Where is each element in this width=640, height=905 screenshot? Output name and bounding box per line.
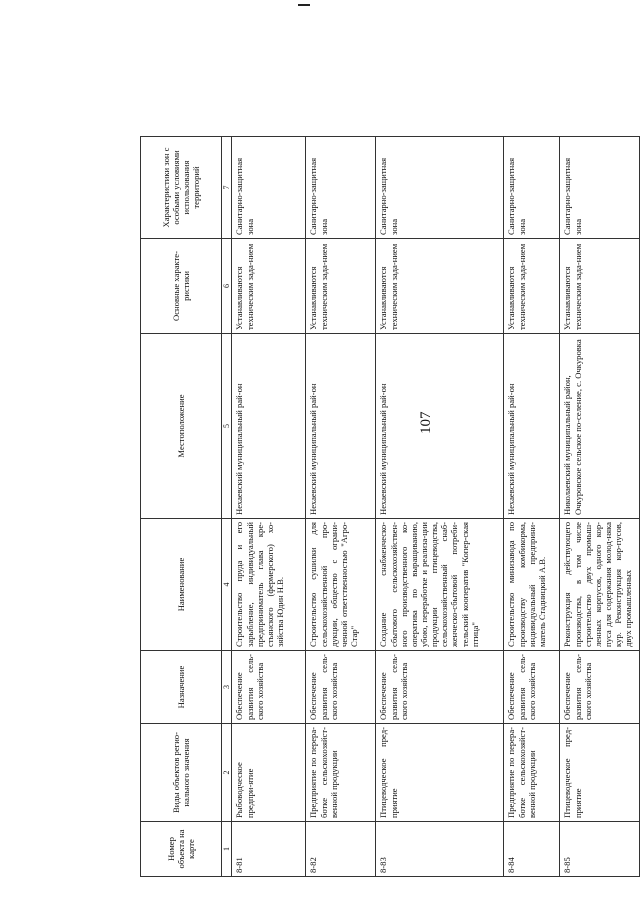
objects-table bbox=[140, 136, 640, 877]
object-zones: Санитарно-защитная зона bbox=[376, 137, 504, 239]
object-location: Нехаевский муниципальный рай-он bbox=[306, 334, 376, 519]
object-type: Предприятие по перера-ботке сельскохозяйст-венной продукции bbox=[504, 724, 560, 822]
object-zones: Санитарно-защитная зона bbox=[504, 137, 560, 239]
page-number: 107 bbox=[418, 411, 434, 434]
object-characteristics: Устанавливаются техническим зада-нием bbox=[504, 239, 560, 334]
object-number: 8-82 bbox=[306, 822, 376, 877]
object-characteristics: Устанавливаются техническим зада-нием bbox=[232, 239, 306, 334]
object-characteristics: Устанавливаются техническим зада-нием bbox=[306, 239, 376, 334]
object-purpose: Обеспечение развития сель-ского хозяйства bbox=[306, 651, 376, 724]
header-object-type: Виды объектов регио-нального значения bbox=[141, 724, 222, 822]
header-purpose: Назначение bbox=[141, 651, 222, 724]
header-row bbox=[141, 137, 222, 877]
object-type: Предприятие по перера-ботке сельскохозяйст-венной продукции bbox=[306, 724, 376, 822]
column-number-row bbox=[222, 137, 232, 877]
header-name: Наименование bbox=[141, 519, 222, 651]
object-name: Строительство сушилки для сельскохозяйственной про-дукции, общество с ограни-ченной ответственностью "Агро-Стар" bbox=[306, 519, 376, 651]
column-number: 4 bbox=[222, 519, 232, 651]
object-type: Рыбоводческое предпри-ятие bbox=[232, 724, 306, 822]
object-number: 8-85 bbox=[560, 822, 640, 877]
table-row bbox=[376, 137, 504, 877]
object-number: 8-84 bbox=[504, 822, 560, 877]
table-row bbox=[232, 137, 306, 877]
object-characteristics: Устанавливаются техническим зада-нием bbox=[560, 239, 640, 334]
object-number: 8-83 bbox=[376, 822, 504, 877]
table-row bbox=[504, 137, 560, 877]
header-zones: Характеристики зон с особыми условиями использования территорий bbox=[141, 137, 222, 239]
header-object-number: Номер объекта на карте bbox=[141, 822, 222, 877]
object-type: Птицеводческое пред-приятие bbox=[376, 724, 504, 822]
column-number: 2 bbox=[222, 724, 232, 822]
object-name: Реконструкция действующего производства, в том числе строительство двух промыш-ленных корпусов, одного кор-пуса для содержания молод-няка кур. Реконструкция кор-пусов, двух промышленных bbox=[560, 519, 640, 651]
column-number: 6 bbox=[222, 239, 232, 334]
object-zones: Санитарно-защитная зона bbox=[560, 137, 640, 239]
object-number: 8-81 bbox=[232, 822, 306, 877]
column-number: 1 bbox=[222, 822, 232, 877]
column-number: 5 bbox=[222, 334, 232, 519]
object-name: Строительство пруда и его зарыбление, индивидуальный предприниматель глава кре-стьянского (фермерского) хо-зяйства Юдин Н.В. bbox=[232, 519, 306, 651]
object-type: Птицеводческое пред-приятие bbox=[560, 724, 640, 822]
object-characteristics: Устанавливаются техническим зада-нием bbox=[376, 239, 504, 334]
table-row bbox=[306, 137, 376, 877]
column-number: 7 bbox=[222, 137, 232, 239]
object-purpose: Обеспечение развития сель-ского хозяйства bbox=[560, 651, 640, 724]
object-location: Нехаевский муниципальный рай-он bbox=[376, 334, 504, 519]
object-location: Нехаевский муниципальный рай-он bbox=[504, 334, 560, 519]
object-location: Николаевский муниципальный район, Очкуровское сельское по-селение, с. Очкуровка bbox=[560, 334, 640, 519]
object-location: Нехаевский муниципальный рай-он bbox=[232, 334, 306, 519]
object-zones: Санитарно-защитная зона bbox=[232, 137, 306, 239]
scan-mark bbox=[298, 4, 310, 6]
rotated-table-container bbox=[140, 137, 634, 877]
object-zones: Санитарно-защитная зона bbox=[306, 137, 376, 239]
column-number: 3 bbox=[222, 651, 232, 724]
header-location: Местоположение bbox=[141, 334, 222, 519]
object-purpose: Обеспечение развития сель-ского хозяйства bbox=[376, 651, 504, 724]
header-characteristics: Основные характе-ристики bbox=[141, 239, 222, 334]
object-name: Строительство минизавода по производству комбикорма, индивидуальный предприни-матель Стадницкий А.В. bbox=[504, 519, 560, 651]
object-name: Создание снабженческо-сбытового сельскохозяйствен-ного производственного ко-оператива по выращиванию, убою, переработке и реализа-ции продукции птицеводства, сельскохозяйственный снаб-женческо-сбытовой потреби-тельский кооператив "Копер-ская птица" bbox=[376, 519, 504, 651]
object-purpose: Обеспечение развития сель-ского хозяйства bbox=[504, 651, 560, 724]
table-row bbox=[560, 137, 640, 877]
object-purpose: Обеспечение развития сель-ского хозяйства bbox=[232, 651, 306, 724]
